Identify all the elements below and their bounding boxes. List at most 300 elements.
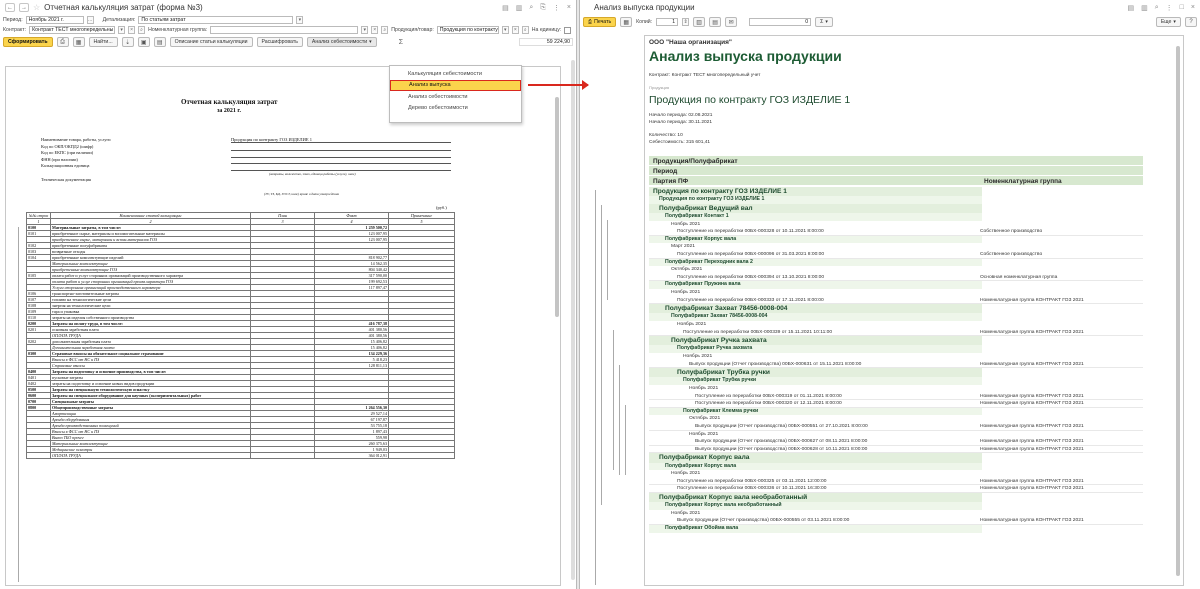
product-open-icon[interactable]: ⌕ [522,26,529,34]
tree-row-label: Полуфабрикат Корпус вала [665,235,737,242]
tree-row-label: Полуфабрикат Захват 78456-0008-004 [665,305,788,313]
row-name: оплата работ и услуг сторонних организаций производственного характера [51,273,251,279]
row-code: 0109 [27,309,51,315]
chevron-down-icon: ▾ [1173,19,1176,25]
tree-row-label: Поступление из переработки 00БХ-000096 от 31.03.2021 8:00:00 [677,252,825,257]
product-input[interactable]: Продукция по контракту [437,26,499,34]
tree-row[interactable] [649,281,982,289]
print-icon[interactable]: ⎙ [57,37,69,47]
row-name: оплата работ и услуг сторонних организаций произв.характера ГОЗ [51,279,251,285]
tree-row[interactable] [649,400,1143,408]
left-toolbar [0,35,576,49]
tree-row[interactable] [649,493,982,502]
row-fact: 260 375,63 [315,441,389,447]
table-header-number: 3 [251,219,315,225]
row-fact: 123 007,95 [315,237,389,243]
more-button[interactable] [1156,17,1181,27]
tree-row-label: Поступление из переработки 00БХ-000394 от 13.10.2021 8:00:00 [677,274,825,280]
item-description-button[interactable]: Описание статьи калькуляции [170,37,253,47]
row-fact: 1 949,03 [315,447,389,453]
contract-text: Контракт: Контракт ТЕСТ многопередельный учет [649,73,761,78]
row-name: приобретенное сырье, материалы и вспомогательные материалы [51,231,251,237]
row-fact: 53 755,18 [315,423,389,429]
attach-icon[interactable]: ▤ [1127,4,1135,12]
find-button[interactable]: Найти... [89,37,118,47]
row-fact: 29 527,14 [315,411,389,417]
table-header-number: 2 [51,219,251,225]
print-label: Печать [594,19,612,25]
tree-row-label: Полуфабрикат Ручка захвата [671,337,767,345]
row-code: 0600 [27,393,51,399]
tree-body [645,187,1184,586]
right-title-bar [580,0,1200,15]
tree-row-label: Поступление из переработки 00БХ-000325 от 03.11.2021 12:00:00 [677,478,827,484]
period-start: Начало периода: 02.08.2021 [649,113,713,118]
cost-table [26,212,455,459]
tree-row[interactable] [649,463,982,471]
tree-header-party [649,176,1143,186]
cost-analysis-dropdown-menu [389,65,522,123]
row-name: Страховые взносы на обязательное социальное страхование [51,351,251,357]
preview-icon[interactable]: ▦ [620,17,632,27]
row-name: Амортизация [51,411,251,417]
row-fact: 1 264 556,30 [315,405,389,411]
search-icon[interactable]: ⌕ [1154,3,1159,11]
tree-row[interactable] [649,525,982,533]
row-name: дополнительная заработная плата [51,339,251,345]
cost-analysis-menu-button[interactable] [307,37,377,47]
table-header-cell: Примечание [389,213,455,219]
row-name: Общепроизводственные затраты [51,405,251,411]
cost-analysis-label: Анализ себестоимости [311,39,368,45]
tree-row[interactable] [649,485,1143,493]
row-name: затраты на подготовку и освоение новых видов продукции [51,381,251,387]
nom-group-open-icon[interactable]: ⌕ [381,26,388,34]
attach-icon[interactable]: ▤ [502,4,509,12]
help-icon[interactable]: ? [1185,17,1197,27]
contract-input[interactable]: Контракт ТЕСТ многопередельны [29,26,115,34]
row-fact: 364 012,91 [315,453,389,459]
preview-icon[interactable]: ▦ [73,37,85,47]
filter-row-2 [0,25,576,35]
row-name: Услуги сторонних организаций производственного характера [51,285,251,291]
tree-row-label: Полуфабрикат Обойма вала [665,525,739,531]
tree-row-label: Октябрь 2021 [671,267,703,273]
tree-row-label: Ноябрь 2021 [671,510,701,516]
table-header-cell: Факт [315,213,389,219]
tree-row[interactable] [649,289,982,297]
more-icon[interactable]: ⋮ [1165,4,1173,12]
save-icon[interactable]: ▥ [515,4,523,12]
tree-row-label: Полуфабрикат Корпус вала [665,462,737,469]
row-code: 0105 [27,273,51,279]
product-heading: Продукция по контракту ГОЗ ИЗДЕЛИЕ 1 [649,94,851,106]
sum-icon: Σ [820,19,824,25]
tree-row[interactable] [649,510,982,518]
tree-row[interactable] [649,204,982,213]
tree-row-label: Выпуск продукции (Отчет производства) 00БХ-000555 от 03.11.2021 8:00:00 [677,518,850,524]
row-name: приобретенные комплектующие ГОЗ [51,267,251,273]
close-icon[interactable]: × [1190,3,1195,11]
row-fact: 117 897,47 [315,285,389,291]
search-icon[interactable]: ⌕ [529,3,534,11]
tree-row-label: Поступление из переработки 00БХ-000320 от 12.11.2021 8:00:00 [695,401,842,407]
report-field-label: Калькуляционная единица [41,163,90,169]
table-header-cell: №№ строк [27,213,51,219]
row-name: энергия на технологические цели [51,303,251,309]
nom-group-dropdown-icon[interactable]: ▾ [361,26,368,34]
row-fact: 804 340,42 [315,267,389,273]
row-code [27,453,51,459]
printer-icon: ⎙ [588,18,593,25]
table-header-number: 1 [27,219,51,225]
tree-row[interactable] [649,187,982,196]
menu-item-cost-calculation[interactable]: Калькуляция себестоимости [408,70,483,77]
tree-row[interactable] [649,438,1143,446]
tree-row-label: Полуфабрикат Трубка ручки [683,377,757,384]
note-1: (затраты, количество, этап, единица работы (услуги), иное) [269,172,356,176]
output-analysis-report [644,35,1184,586]
row-name: затраты на изделия собственного производства [51,315,251,321]
print-button[interactable] [583,17,616,27]
row-name: приобретенное сырье, материалы и вспом.материалов ГОЗ [51,237,251,243]
quantity: Количество: 10 [649,133,683,138]
export-icon[interactable]: ▤ [709,17,721,27]
tree-row-nom-group: Номенклатурная группа КОНТРАКТ ГОЗ 2021 [980,478,1084,484]
tree-row-label: Ноябрь 2021 [671,471,701,477]
tree-row[interactable] [649,259,982,267]
row-code: 0202 [27,339,51,345]
tree-row-label: Поступление из переработки 00БХ-000336 от 10.11.2021 16:30:00 [677,486,827,492]
tree-row-label: Полуфабрикат Ведущий вал [659,204,753,212]
filter-row-1 [0,15,576,25]
menu-item-cost-tree[interactable]: Дерево себестоимости [408,105,468,112]
unit-label: (руб.) [436,205,447,210]
period-input[interactable]: Ноябрь 2021 г. [26,16,84,24]
tree-row-label: Ноябрь 2021 [689,386,719,391]
row-name: Материальные затраты, в том числе: [51,225,251,231]
tree-row[interactable] [649,393,1143,401]
table-header-cell: План [251,213,315,219]
tree-row-label: Октябрь 2021 [689,416,721,422]
tree-row-nom-group: Номенклатурная группа КОНТРАКТ ГОЗ 2021 [980,518,1084,524]
tree-row-label: Полуфабрикат Корпус вала [659,454,750,462]
report-scrollbar[interactable] [555,97,559,317]
tree-row[interactable] [649,368,982,377]
product-value: Продукция по контракту ГОЗ ИЗДЕЛИЕ 1 [231,137,451,143]
row-fact: 416 787,38 [315,321,389,327]
row-fact: 14 562,35 [315,261,389,267]
row-note [389,453,455,459]
row-code: 0101 [27,231,51,237]
row-plan [251,453,315,459]
chevron-down-icon: ▾ [369,39,372,45]
row-name: Взносы в ФСС от НС и ПЗ [51,357,251,363]
tree-row-label: Поступление из переработки 00БХ-000333 от 17.11.2021 8:00:00 [677,297,824,303]
report-document [5,66,561,586]
tree-row-nom-group: Собственное производство [980,229,1043,235]
row-fact: 401 380,56 [315,333,389,339]
period-select-button[interactable]: … [87,17,93,23]
cost-total: Себестоимость: 315 601,41 [649,140,711,145]
left-title-bar [0,0,576,15]
tree-row-label: Полуфабрикат Трубка ручки [677,369,770,377]
tree-row-nom-group: Номенклатурная группа КОНТРАКТ ГОЗ 2021 [980,393,1084,399]
row-fact: 401 380,56 [315,327,389,333]
tree-row[interactable] [649,251,1143,259]
row-code: 0200 [27,321,51,327]
contract-open-icon[interactable]: ⌕ [138,26,145,34]
tree-row-nom-group: Номенклатурная группа КОНТРАКТ ГОЗ 2021 [980,486,1084,492]
right-window-title: Анализ выпуска продукции [594,3,695,12]
report-fields [41,137,111,184]
find-next-icon[interactable]: ⇣ [122,37,134,47]
row-fact: 818 902,77 [315,255,389,261]
tree-row[interactable] [649,336,982,345]
decode-button[interactable]: Расшифровать [257,37,303,47]
link-icon[interactable]: ⎘ [540,3,546,11]
row-code: 0108 [27,303,51,309]
tree-row-label: Поступление из переработки 00БХ-000339 от 15.11.2021 10:11:00 [683,329,833,335]
copies-label: Копий: [636,19,653,25]
tree-row-label: Полуфабрикат Корпус вала необработанный [665,502,782,509]
tree-row-label: Поступление из переработки 00БХ-000319 от 01.11.2021 8:00:00 [695,393,842,399]
menu-item-output-analysis[interactable]: Анализ выпуска [390,80,521,92]
report-title: Отчетная калькуляция затрат [181,98,278,106]
tree-row[interactable] [649,423,1143,431]
row-group-gutter [9,227,19,582]
row-name: пусковые затраты [51,375,251,381]
favorite-star-icon[interactable]: ☆ [33,3,41,12]
row-code: 0107 [27,297,51,303]
row-name: Аренда производственных помещений [51,423,251,429]
close-icon[interactable]: × [566,3,571,11]
product-caption: Продукция [649,85,670,90]
field-line [231,157,451,158]
table-row [27,453,455,459]
tree-row[interactable] [649,321,982,329]
tree-header-period: Период [649,166,1143,176]
report-field-label: Наименование товара, работы, услуги [41,137,111,142]
tree-row[interactable] [649,517,1143,525]
row-name: Аренда оборудования [51,417,251,423]
tree-row-nom-group: Номенклатурная группа КОНТРАКТ ГОЗ 2021 [980,297,1084,303]
tree-row-label: Ноябрь 2021 [671,221,701,227]
page-setup-icon[interactable]: ▥ [693,17,705,27]
tree-row[interactable] [649,213,982,221]
tree-row-nom-group: Номенклатурная группа КОНТРАКТ ГОЗ 2021 [980,329,1084,335]
note-2: (ТУ, ТЗ, КД, ГОСТ, иное) кроме и дата утверждения [264,192,339,196]
tree-row-nom-group: Номенклатурная группа КОНТРАКТ ГОЗ 2021 [980,439,1084,445]
contract-dropdown-icon[interactable]: ▾ [118,26,125,34]
row-name: возвратные отходы [51,249,251,255]
tree-row-label: Полуфабрикат Ручка захвата [677,345,753,352]
nom-group-clear-icon[interactable]: × [371,26,378,34]
row-fact: 1 259 500,72 [315,225,389,231]
forward-arrow-icon[interactable]: → [21,4,27,11]
row-fact: 559,98 [315,435,389,441]
tree-row[interactable] [649,228,1143,236]
tree-row[interactable] [649,236,982,244]
row-name: Взносы в ФСС от НС и ПЗ [51,429,251,435]
row-code: 0100 [27,225,51,231]
tree-row[interactable] [649,313,982,321]
product-label: Продукция/товар: [391,27,434,33]
row-fact: 15 406,82 [315,339,389,345]
row-name: Специальные затраты [51,399,251,405]
copy-icon[interactable]: ▣ [138,37,150,47]
tree-row[interactable] [649,431,982,439]
tree-row[interactable] [649,274,1143,282]
tree-row[interactable] [649,297,1143,305]
row-code: 0800 [27,405,51,411]
tree-row[interactable] [649,377,982,385]
row-fact: 123 007,95 [315,231,389,237]
row-name: Материальные комплектующие [51,441,251,447]
sum-select-button[interactable] [815,17,833,27]
report-field-label: ФНН (при наличии) [41,156,78,162]
tree-row-label: Полуфабрикат Контакт 1 [665,213,729,219]
copies-input[interactable]: 1 [656,18,678,26]
right-toolbar [580,15,1200,29]
row-name: ОПЛАТА ТРУДА [51,333,251,339]
row-name: Затраты на оплату труда, в том числе: [51,321,251,327]
tree-row-label: Выпуск продукции (Отчет производства) 00БХ-000551 от 27.10.2021 8:00:00 [695,424,868,429]
tree-row[interactable] [649,385,982,393]
cost-calculation-window [0,0,577,589]
tree-row-label: Полуфабрикат Пружина вала [665,281,741,288]
tree-row[interactable] [649,361,1143,369]
row-code: 0104 [27,255,51,261]
menu-item-cost-analysis[interactable]: Анализ себестоимости [408,93,468,100]
tree-row[interactable] [649,304,982,313]
left-window-scrollbar[interactable] [571,60,575,580]
tree-row-label: Полуфабрикат Переходник вала 2 [665,258,753,265]
tree-row[interactable] [649,408,982,416]
tree-row-label: Выпуск продукции (Отчет производства) 00БХ-000628 от 10.11.2021 8:00:00 [695,446,868,452]
save-doc-icon[interactable]: ▤ [154,37,166,47]
tree-row[interactable] [649,266,982,274]
contract-clear-icon[interactable]: × [128,26,135,34]
field-line [231,150,451,151]
copies-stepper[interactable]: ⇕ [683,19,688,25]
tree-row[interactable] [649,478,1143,486]
row-fact: 5 418,23 [315,357,389,363]
header-party-label: Партия ПФ [653,178,689,185]
table-header-cell: Наименование статей калькуляции [51,213,251,219]
left-window-title: Отчетная калькуляция затрат (форма №3) [44,3,203,12]
product-clear-icon[interactable]: × [512,26,519,34]
detail-dropdown-icon[interactable]: ▾ [296,16,303,24]
tree-row-label: Выпуск продукции (Отчет производства) 00БХ-000627 от 08.11.2021 8:00:00 [695,439,868,445]
per-unit-checkbox[interactable] [564,27,571,34]
row-code: 0500 [27,387,51,393]
row-name: основная заработная плата [51,327,251,333]
row-code: 0300 [27,351,51,357]
tree-row[interactable] [649,353,982,361]
tree-row[interactable] [649,243,982,251]
row-fact: 134 229,36 [315,351,389,357]
tree-row[interactable] [649,221,982,229]
email-icon[interactable]: ✉ [725,17,737,27]
save-icon[interactable]: ▥ [1141,4,1148,12]
row-name: Затраты на специальное оборудование для научных (экспериментальных) работ [51,393,251,399]
row-name: тара и упаковка [51,309,251,315]
field-line [231,163,451,164]
tree-row[interactable] [649,453,982,462]
row-fact: 67 197,87 [315,417,389,423]
tree-row-label: Полуфабрикат Захват 78456-0008-004 [671,313,768,320]
tree-row-label: Полуфабрикат Клемма ручки [683,407,759,414]
report-field-label: Код по ЕКПС (при наличии) [41,150,94,156]
row-name: топливо на технологические цели [51,297,251,303]
tree-row-label: Ноябрь 2021 [683,354,713,359]
period-end: Начало периода: 30.11.2021 [649,120,713,125]
row-code: 0106 [27,291,51,297]
more-icon[interactable]: ⋮ [552,4,560,12]
row-fact: 15 406,82 [315,345,389,351]
row-code: 0401 [27,375,51,381]
report-year: за 2021 г. [217,108,241,114]
row-code: 0102 [27,243,51,249]
tree-row-label: Март 2021 [671,244,695,250]
outline-gutter [592,190,642,585]
tree-row[interactable] [649,502,982,510]
tree-row[interactable] [649,196,982,204]
report-scrollbar[interactable] [1176,46,1180,576]
maximize-icon[interactable]: □ [1179,3,1184,11]
tree-row[interactable] [649,415,982,423]
tree-row-label: Продукция по контракту ГОЗ ИЗДЕЛИЕ 1 [653,188,787,195]
tree-row-nom-group: Номенклатурная группа КОНТРАКТ ГОЗ 2021 [980,361,1084,367]
row-code: 0103 [27,249,51,255]
tree-row[interactable] [649,345,982,353]
sum-field: 0 [749,18,811,26]
product-dropdown-icon[interactable]: ▾ [502,26,509,34]
tree-row[interactable] [649,329,1143,337]
row-name: транспортно-заготовительные затраты [51,291,251,297]
row-name: Материальные комплектующие [51,261,251,267]
sum-icon: Σ [398,38,404,46]
row-code: 0400 [27,369,51,375]
row-name: ОПЛАТА ТРУДА [51,453,251,459]
row-code: 0402 [27,381,51,387]
row-name: Затраты на специальную технологическую оснастку [51,387,251,393]
row-fact: 128 811,13 [315,363,389,369]
tree-row-nom-group: Номенклатурная группа КОНТРАКТ ГОЗ 2021 [980,424,1084,429]
detail-label: Детализация: [102,17,136,23]
header-nom-group-label: Номенклатурная группа [984,178,1062,185]
tree-header-product: Продукция/Полуфабрикат [649,156,1143,166]
back-arrow-icon[interactable]: ← [7,4,13,11]
nom-group-label: Номенклатурная группа: [148,27,208,33]
tree-row-label: Ноябрь 2021 [689,431,719,437]
generate-button[interactable]: Сформировать [3,37,53,47]
sum-value: 59 224,90 [519,38,573,46]
tree-row[interactable] [649,446,1143,454]
more-label: Еще [1160,19,1172,25]
nom-group-input[interactable] [210,26,358,34]
row-fact: 199 692,53 [315,279,389,285]
tree-row-nom-group: Собственное производство [980,252,1043,257]
chevron-down-icon: ▾ [825,19,828,25]
tree-row-nom-group: Основная номенклатурная группа [980,274,1058,280]
tree-row[interactable] [649,470,982,478]
report-heading: Анализ выпуска продукции [649,48,842,64]
row-name: Затраты на подготовку и освоение производства, в том числе: [51,369,251,375]
row-name: Медицинские осмотры [51,447,251,453]
detail-select[interactable]: По статьям затрат [138,16,293,24]
